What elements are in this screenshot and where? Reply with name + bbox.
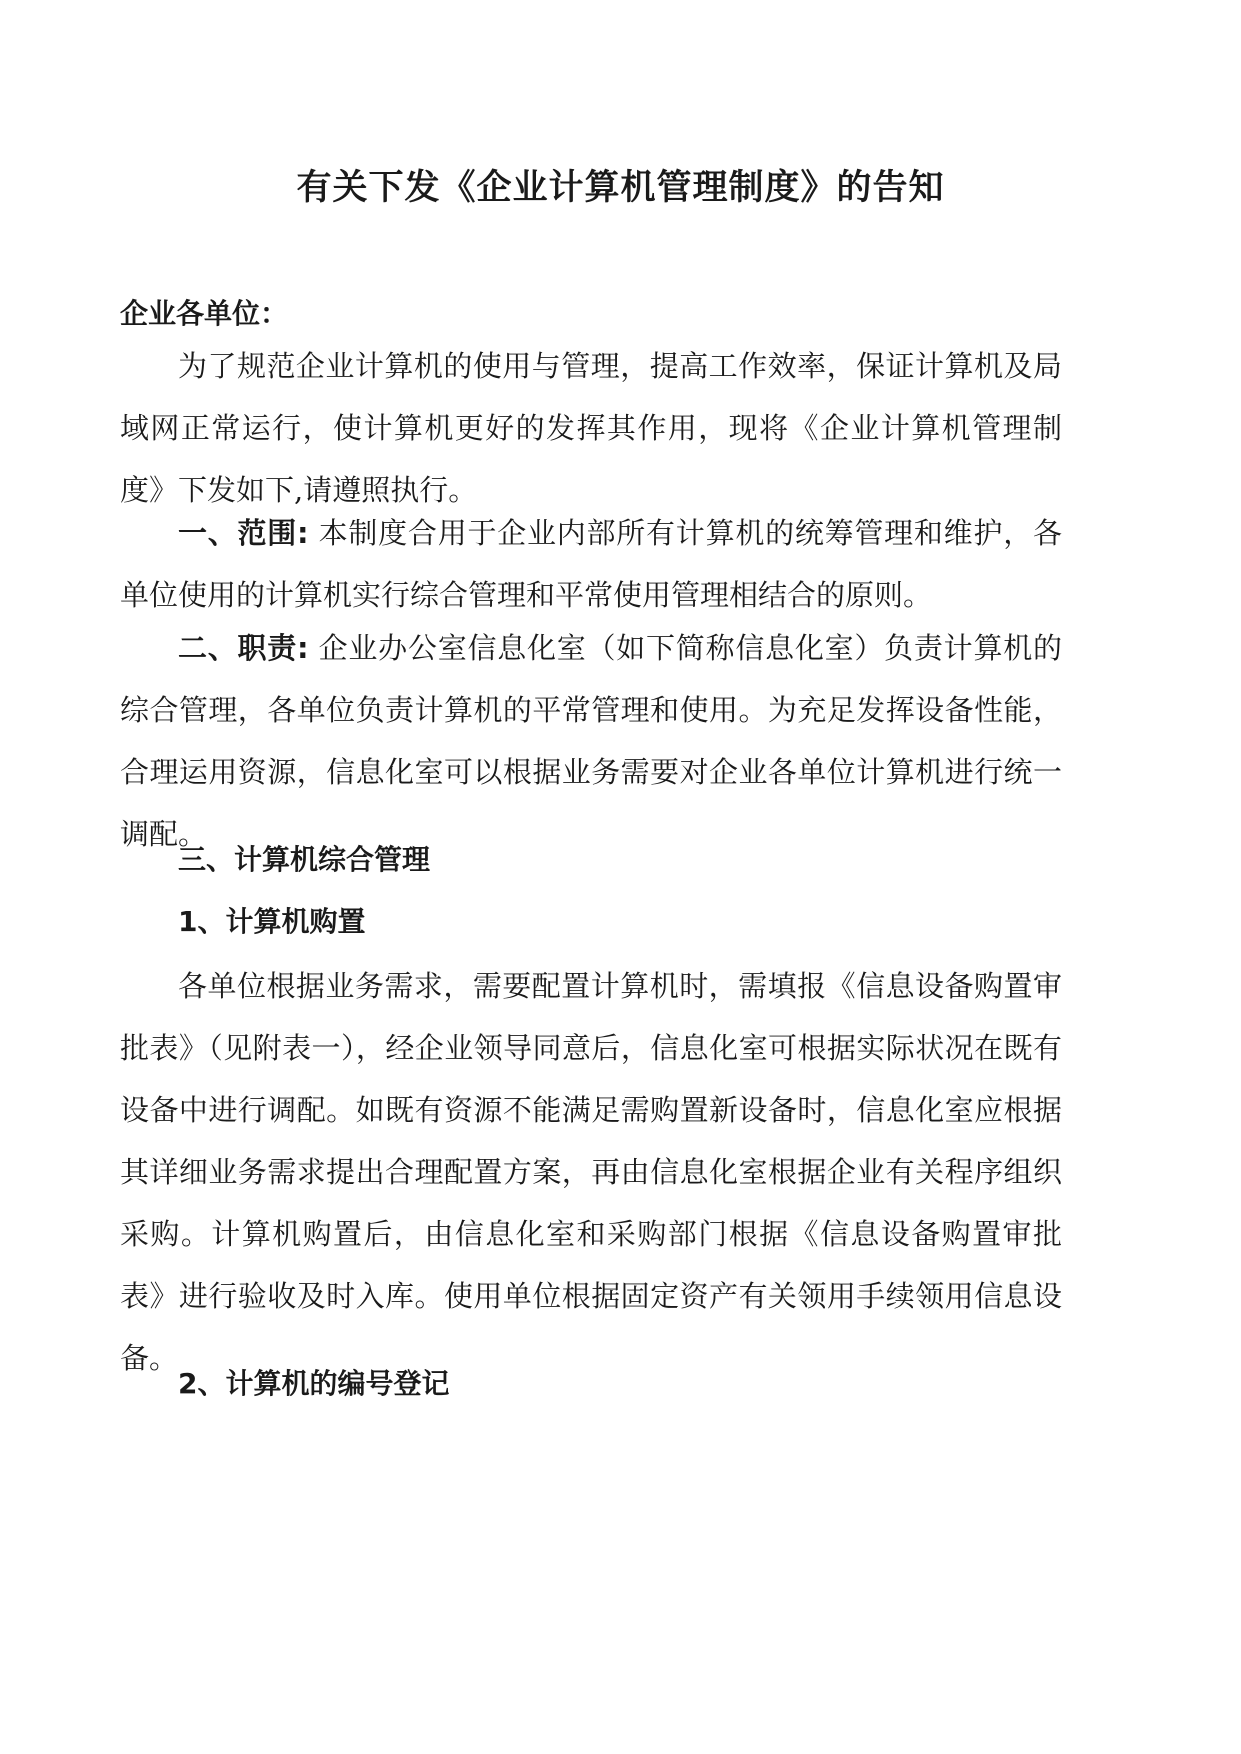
section3-heading: 三、计算机综合管理 bbox=[178, 843, 431, 876]
document-title: 有关下发《企业计算机管理制度》的告知 bbox=[296, 168, 945, 208]
section-scope bbox=[120, 502, 1062, 626]
subsection-numbering-heading: 2、计算机的编号登记 bbox=[178, 1367, 450, 1400]
subsection-purchase-heading: 1、计算机购置 bbox=[178, 905, 366, 938]
section-scope-lead: 一、范围: bbox=[178, 516, 309, 550]
salutation: 企业各单位： bbox=[120, 297, 289, 330]
subsection-purchase-text: 各单位根据业务需求，需要配置计算机时，需填报《信息设备购置审批表》（见附表一），经企业领导同意后，信息化室可根据实际状况在既有设备中进行调配。如既有资源不能满足需购置新设备时，信息化室应根据其详细业务需求提出合理配置方案，再由信息化室根据企业有关程序组织采购。计算机购置后，由信息化室和采购部门根据《信息设备购置审批表》进行验收及时入库。使用单位根据固定资产有关领用手续领用信息设备。 bbox=[120, 969, 1062, 1375]
section-duties-lead: 二、职责: bbox=[178, 631, 309, 665]
section-duties-text: 企业办公室信息化室（如下简称信息化室）负责计算机的综合管理，各单位负责计算机的平常管理和使用。为充足发挥设备性能，合理运用资源，信息化室可以根据业务需要对企业各单位计算机进行统一调配。 bbox=[120, 631, 1062, 851]
section-scope-text: 本制度合用于企业内部所有计算机的统筹管理和维护，各单位使用的计算机实行综合管理和平常使用管理相结合的原则。 bbox=[120, 516, 1062, 612]
intro-text: 为了规范企业计算机的使用与管理，提高工作效率，保证计算机及局域网正常运行，使计算机更好的发挥其作用，现将《企业计算机管理制度》下发如下,请遵照执行。 bbox=[120, 349, 1062, 507]
intro-paragraph bbox=[120, 335, 1062, 521]
section-duties bbox=[120, 617, 1062, 865]
section-duties-paragraph bbox=[120, 617, 1062, 865]
section-scope-paragraph bbox=[120, 502, 1062, 626]
subsection-purchase bbox=[120, 955, 1062, 1389]
